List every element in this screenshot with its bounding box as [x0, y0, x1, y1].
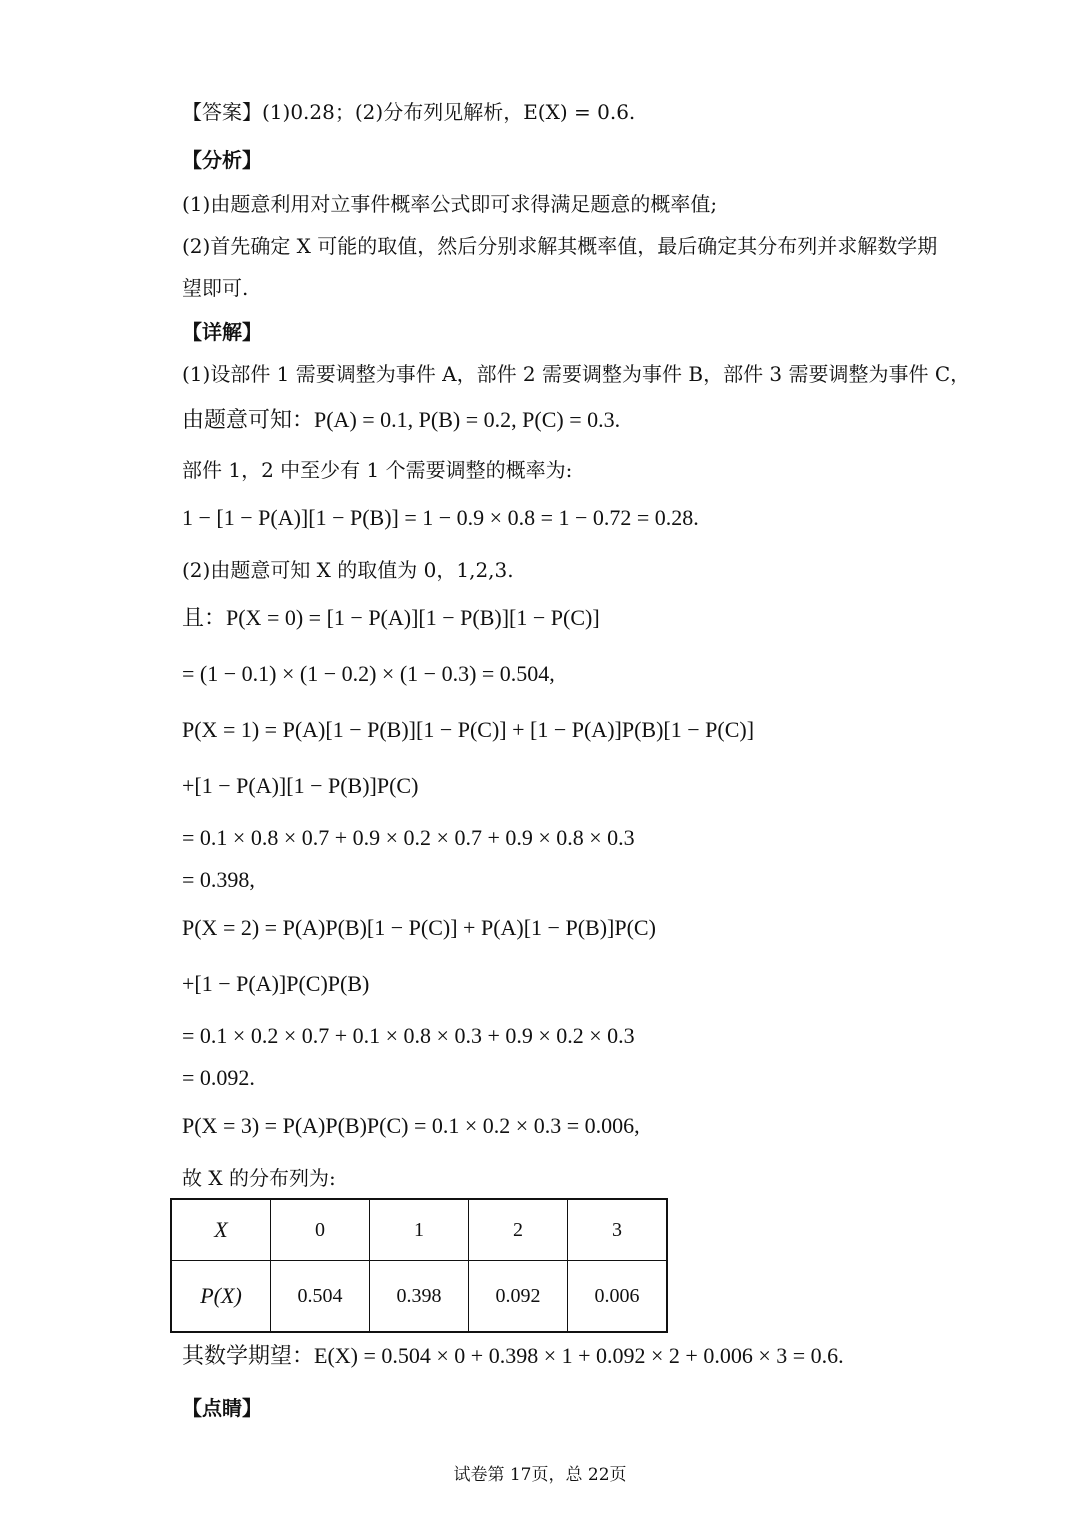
detail-line: = 0.1 × 0.8 × 0.7 + 0.9 × 0.2 × 0.7 + 0.9 × 0.8 × 0.3	[182, 825, 635, 850]
p-value-cell: 0.504	[271, 1261, 370, 1333]
analysis-step-1: (1)由题意利用对立事件概率公式即可求得满足题意的概率值;	[182, 192, 718, 216]
p-value-cell: 0.006	[568, 1261, 668, 1333]
distribution-table	[170, 1198, 668, 1333]
detail-line: = 0.398,	[182, 867, 255, 892]
table-row	[171, 1261, 667, 1333]
detail-line: 故 X 的分布列为:	[182, 1166, 336, 1190]
page-footer: 试卷第 17页，总 22页	[453, 1465, 627, 1485]
analysis-step-2: (2)首先确定 X 可能的取值，然后分别求解其概率值，最后确定其分布列并求解数学期	[182, 234, 938, 258]
analysis-title: 【分析】	[182, 148, 262, 172]
answer-line: 【答案】(1)0.28；(2)分布列见解析，E(X) = 0.6.	[182, 100, 636, 124]
detail-line: 部件 1，2 中至少有 1 个需要调整的概率为:	[182, 458, 573, 482]
detail-line: = 0.1 × 0.2 × 0.7 + 0.1 × 0.8 × 0.3 + 0.9 × 0.2 × 0.3	[182, 1023, 635, 1048]
detail-line: = (1 − 0.1) × (1 − 0.2) × (1 − 0.3) = 0.504,	[182, 661, 555, 686]
detail-line: = 0.092.	[182, 1065, 255, 1090]
p-value-cell: 0.398	[370, 1261, 469, 1333]
x-value-cell: 3	[568, 1199, 668, 1261]
analysis-step-2-cont: 望即可.	[182, 276, 249, 300]
detail-line: 且：P(X = 0) = [1 − P(A)][1 − P(B)][1 − P(C)]	[182, 605, 600, 630]
expectation-line: 其数学期望：E(X) = 0.504 × 0 + 0.398 × 1 + 0.092 × 2 + 0.006 × 3 = 0.6.	[182, 1343, 844, 1368]
x-value-cell: 1	[370, 1199, 469, 1261]
x-label-cell: X	[171, 1199, 271, 1261]
x-value-cell: 2	[469, 1199, 568, 1261]
detail-line: (1)设部件 1 需要调整为事件 A，部件 2 需要调整为事件 B，部件 3 需要调整为事件 C，	[182, 362, 971, 386]
table-row	[171, 1199, 667, 1261]
detail-line: (2)由题意可知 X 的取值为 0，1,2,3.	[182, 558, 514, 582]
detail-line: P(X = 3) = P(A)P(B)P(C) = 0.1 × 0.2 × 0.3 = 0.006,	[182, 1113, 640, 1138]
p-label-cell: P(X)	[171, 1261, 271, 1333]
detail-line: +[1 − P(A)]P(C)P(B)	[182, 971, 370, 996]
detail-line: 由题意可知：P(A) = 0.1, P(B) = 0.2, P(C) = 0.3.	[182, 407, 621, 432]
x-value-cell: 0	[271, 1199, 370, 1261]
comment-title: 【点睛】	[182, 1396, 262, 1420]
p-value-cell: 0.092	[469, 1261, 568, 1333]
detail-title: 【详解】	[182, 320, 262, 344]
detail-line: 1 − [1 − P(A)][1 − P(B)] = 1 − 0.9 × 0.8 = 1 − 0.72 = 0.28.	[182, 505, 699, 530]
detail-line: +[1 − P(A)][1 − P(B)]P(C)	[182, 773, 419, 798]
detail-line: P(X = 1) = P(A)[1 − P(B)][1 − P(C)] + [1 − P(A)]P(B)[1 − P(C)]	[182, 717, 755, 742]
detail-line: P(X = 2) = P(A)P(B)[1 − P(C)] + P(A)[1 − P(B)]P(C)	[182, 915, 656, 940]
